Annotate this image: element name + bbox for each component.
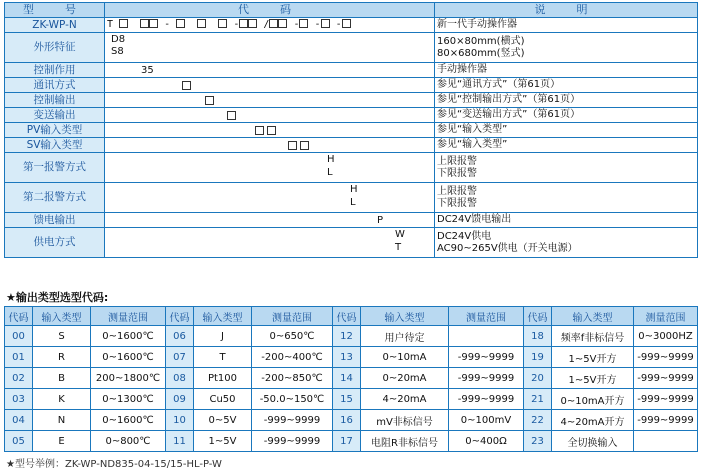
code-cell: 15 [333, 389, 361, 410]
code-cell: 02 [5, 368, 33, 389]
table-row [5, 410, 698, 431]
code-cell: 18 [524, 326, 552, 347]
input-type-cell: 1~5V开方 [552, 347, 634, 368]
table-row [5, 326, 698, 347]
column-header: 测量范围 [449, 307, 524, 326]
table-row [5, 431, 698, 452]
range-cell: 0~1600℃ [91, 347, 166, 368]
input-type-cell: 用户待定 [361, 326, 449, 347]
column-header: 代码 [166, 307, 194, 326]
code-pattern: T - - / - - - [105, 18, 435, 33]
range-cell: -999~9999 [449, 347, 524, 368]
table-row [5, 389, 698, 410]
range-cell: 0~3000HZ [634, 326, 698, 347]
range-cell: -50.0~150℃ [252, 389, 333, 410]
column-header: 测量范围 [252, 307, 333, 326]
code-cell: 19 [524, 347, 552, 368]
column-header: 代码 [333, 307, 361, 326]
code-cell: 05 [5, 431, 33, 452]
input-type-cell: 频率f非标信号 [552, 326, 634, 347]
desc-header: 说 明 [435, 3, 698, 18]
model-header: 型 号 [5, 3, 105, 18]
range-cell: 0~100mV [449, 410, 524, 431]
range-cell: -999~9999 [252, 431, 333, 452]
range-cell: 0~400Ω [449, 431, 524, 452]
row-label: ZK-WP-N [5, 18, 105, 33]
code-cell: 11 [166, 431, 194, 452]
code-cell: 01 [5, 347, 33, 368]
code-cell: 07 [166, 347, 194, 368]
column-header: 输入类型 [552, 307, 634, 326]
code-cell: 09 [166, 389, 194, 410]
range-cell: -200~850℃ [252, 368, 333, 389]
code-cell: 23 [524, 431, 552, 452]
range-cell: 0~1300℃ [91, 389, 166, 410]
input-type-cell: B [33, 368, 91, 389]
range-cell: -999~9999 [634, 389, 698, 410]
code-cell: 00 [5, 326, 33, 347]
code-cell: 06 [166, 326, 194, 347]
range-cell: 0~650℃ [252, 326, 333, 347]
input-type-cell: 电阻R非标信号 [361, 431, 449, 452]
code-cell: 16 [333, 410, 361, 431]
input-type-cell: 0~10mA [361, 347, 449, 368]
column-header: 测量范围 [91, 307, 166, 326]
input-type-cell: 1~5V [194, 431, 252, 452]
code-cell: 17 [333, 431, 361, 452]
range-cell: -999~9999 [634, 347, 698, 368]
range-cell [449, 326, 524, 347]
column-header: 输入类型 [361, 307, 449, 326]
column-header: 输入类型 [33, 307, 91, 326]
input-type-cell: 1~5V开方 [552, 368, 634, 389]
input-type-cell: N [33, 410, 91, 431]
column-header: 代码 [524, 307, 552, 326]
shape-row: 外形特征 D8 S8 160×80mm(横式) 80×680mm(竖式) [5, 33, 698, 63]
input-type-cell: Cu50 [194, 389, 252, 410]
range-cell: 0~1600℃ [91, 326, 166, 347]
column-header: 代码 [5, 307, 33, 326]
input-type-cell: S [33, 326, 91, 347]
input-type-cell: T [194, 347, 252, 368]
input-type-cell: 0~20mA [361, 368, 449, 389]
input-type-cell: 0~10mA开方 [552, 389, 634, 410]
column-header: 测量范围 [634, 307, 698, 326]
model-row [5, 18, 698, 33]
range-cell: 0~800℃ [91, 431, 166, 452]
input-type-cell: E [33, 431, 91, 452]
code-header: 代 码 [105, 3, 435, 18]
input-type-cell: 全切换输入 [552, 431, 634, 452]
code-cell: 08 [166, 368, 194, 389]
code-cell: 12 [333, 326, 361, 347]
row-desc: 新一代手动操作器 [435, 18, 698, 33]
table-row [5, 347, 698, 368]
header-row [5, 3, 698, 18]
range-cell: -999~9999 [449, 389, 524, 410]
example-footer: ★型号举例：ZK-WP-ND835-04-15/15-HL-P-W [6, 459, 222, 470]
range-cell: -999~9999 [252, 410, 333, 431]
range-cell: 200~1800℃ [91, 368, 166, 389]
input-type-cell: 4~20mA [361, 389, 449, 410]
range-cell: 0~1600℃ [91, 410, 166, 431]
input-type-cell: K [33, 389, 91, 410]
range-cell: -999~9999 [449, 368, 524, 389]
input-type-cell: 0~5V [194, 410, 252, 431]
code-cell: 10 [166, 410, 194, 431]
range-cell [634, 431, 698, 452]
code-cell: 04 [5, 410, 33, 431]
input-type-cell: mV非标信号 [361, 410, 449, 431]
column-header: 输入类型 [194, 307, 252, 326]
input-type-cell: R [33, 347, 91, 368]
input-type-table [4, 306, 698, 452]
input-type-cell: J [194, 326, 252, 347]
table-row [5, 368, 698, 389]
input-type-cell: Pt100 [194, 368, 252, 389]
code-prefix: T [107, 19, 114, 31]
section-title: ★输出类型选型代码: [6, 291, 109, 304]
control-row: 控制作用 35 手动操作器 [5, 63, 698, 78]
range-cell: -999~9999 [634, 410, 698, 431]
input-type-cell: 4~20mA开方 [552, 410, 634, 431]
code-cell: 20 [524, 368, 552, 389]
code-cell: 22 [524, 410, 552, 431]
code-cell: 03 [5, 389, 33, 410]
code-cell: 21 [524, 389, 552, 410]
range-cell: -200~400℃ [252, 347, 333, 368]
range-cell: -999~9999 [634, 368, 698, 389]
code-cell: 14 [333, 368, 361, 389]
model-code-table: 型 号 代 码 说 明 ZK-WP-N T - - / - - - 新一代手动操作器 外形特征 D8 S8 160×80mm(横式) 80×680mm(竖式) 控制作用 35 手动操作器 通讯方式 参见“通讯方式”（第61页） 控制输出 参见“控制输出方式”（第61页） 变送输出 参见“变送输出方式”（第61页） PV输入类型 参见“输入类型” SV输入类型 参见“输入类型” 第一报警方式 H L 上限报警 下限报警 第二报警方式 H L 上限报警 下限报警 馈电输出 P DC24V馈电输出 供电方式 W T DC24V供电 AC90~265V供电（开关电源） [4, 2, 698, 258]
code-cell: 13 [333, 347, 361, 368]
